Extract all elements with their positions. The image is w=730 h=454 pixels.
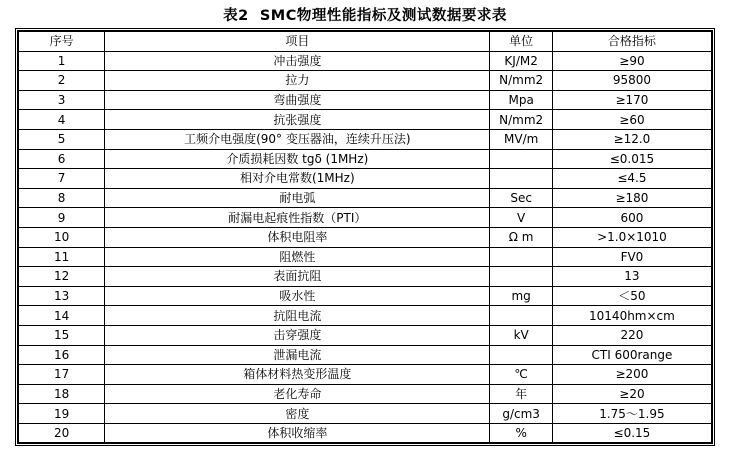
cell-index: 11 xyxy=(18,247,105,267)
cell-index: 20 xyxy=(18,423,105,443)
cell-index: 5 xyxy=(18,129,105,149)
cell-spec: >1.0×1010 xyxy=(552,227,712,247)
cell-index: 3 xyxy=(18,90,105,110)
cell-spec: 600 xyxy=(552,208,712,228)
cell-item: 体积收缩率 xyxy=(105,423,490,443)
cell-index: 10 xyxy=(18,227,105,247)
cell-unit: ℃ xyxy=(490,365,552,385)
cell-index: 7 xyxy=(18,169,105,189)
cell-item: 工频介电强度(90° 变压器油，连续升压法) xyxy=(105,129,490,149)
cell-unit: 年 xyxy=(490,384,552,404)
cell-spec: FV0 xyxy=(552,247,712,267)
cell-spec: 13 xyxy=(552,267,712,287)
cell-index: 19 xyxy=(18,404,105,424)
table-row xyxy=(18,71,712,91)
table-row xyxy=(18,149,712,169)
col-header-unit: 单位 xyxy=(490,31,552,51)
cell-index: 15 xyxy=(18,325,105,345)
cell-item: 阻燃性 xyxy=(105,247,490,267)
cell-unit xyxy=(490,169,552,189)
cell-unit xyxy=(490,247,552,267)
cell-spec: ≥60 xyxy=(552,110,712,130)
cell-item: 密度 xyxy=(105,404,490,424)
cell-unit: Ω m xyxy=(490,227,552,247)
cell-item: 老化寿命 xyxy=(105,384,490,404)
cell-item: 拉力 xyxy=(105,71,490,91)
cell-index: 12 xyxy=(18,267,105,287)
col-header-spec: 合格指标 xyxy=(552,31,712,51)
cell-unit xyxy=(490,306,552,326)
cell-index: 14 xyxy=(18,306,105,326)
cell-unit: N/mm2 xyxy=(490,71,552,91)
cell-item: 相对介电常数(1MHz) xyxy=(105,169,490,189)
table-body xyxy=(18,51,712,443)
cell-unit xyxy=(490,345,552,365)
table-row xyxy=(18,286,712,306)
cell-item: 冲击强度 xyxy=(105,51,490,71)
table-row xyxy=(18,51,712,71)
cell-spec: ≤0.015 xyxy=(552,149,712,169)
cell-spec: ≥20 xyxy=(552,384,712,404)
table-row xyxy=(18,325,712,345)
cell-unit: Sec xyxy=(490,188,552,208)
table-title: 表2 SMC物理性能指标及测试数据要求表 xyxy=(223,8,507,24)
cell-item: 介质损耗因数 tgδ (1MHz) xyxy=(105,149,490,169)
cell-index: 4 xyxy=(18,110,105,130)
cell-item: 箱体材料热变形温度 xyxy=(105,365,490,385)
cell-spec: ≤4.5 xyxy=(552,169,712,189)
cell-index: 13 xyxy=(18,286,105,306)
cell-spec: ≥12.0 xyxy=(552,129,712,149)
cell-spec: 95800 xyxy=(552,71,712,91)
cell-index: 2 xyxy=(18,71,105,91)
cell-unit: KJ/M2 xyxy=(490,51,552,71)
cell-index: 1 xyxy=(18,51,105,71)
table-row xyxy=(18,169,712,189)
table-row xyxy=(18,247,712,267)
col-header-index: 序号 xyxy=(18,31,105,51)
cell-index: 17 xyxy=(18,365,105,385)
cell-spec: ≥90 xyxy=(552,51,712,71)
table-row xyxy=(18,129,712,149)
table-row xyxy=(18,90,712,110)
table-row xyxy=(18,306,712,326)
table-border-frame xyxy=(15,28,715,446)
table-row xyxy=(18,345,712,365)
table-row xyxy=(18,423,712,443)
cell-unit: g/cm3 xyxy=(490,404,552,424)
cell-item: 耐电弧 xyxy=(105,188,490,208)
cell-item: 抗阻电流 xyxy=(105,306,490,326)
cell-unit: % xyxy=(490,423,552,443)
header-row xyxy=(18,31,712,51)
cell-item: 弯曲强度 xyxy=(105,90,490,110)
cell-item: 体积电阻率 xyxy=(105,227,490,247)
cell-item: 泄漏电流 xyxy=(105,345,490,365)
cell-spec: 1.75～1.95 xyxy=(552,404,712,424)
cell-spec: ≤0.15 xyxy=(552,423,712,443)
cell-unit: Mpa xyxy=(490,90,552,110)
cell-spec: ≥180 xyxy=(552,188,712,208)
cell-item: 抗张强度 xyxy=(105,110,490,130)
cell-unit: N/mm2 xyxy=(490,110,552,130)
table-row xyxy=(18,404,712,424)
cell-unit: MV/m xyxy=(490,129,552,149)
spec-table xyxy=(17,30,713,444)
cell-index: 6 xyxy=(18,149,105,169)
cell-spec: ＜50 xyxy=(552,286,712,306)
cell-spec: ≥200 xyxy=(552,365,712,385)
table-row xyxy=(18,227,712,247)
cell-unit xyxy=(490,267,552,287)
cell-item: 耐漏电起痕性指数（PTI） xyxy=(105,208,490,228)
cell-unit: kV xyxy=(490,325,552,345)
cell-spec: 10140hm×cm xyxy=(552,306,712,326)
table-row xyxy=(18,365,712,385)
cell-index: 18 xyxy=(18,384,105,404)
table-row xyxy=(18,208,712,228)
cell-index: 8 xyxy=(18,188,105,208)
cell-spec: ≥170 xyxy=(552,90,712,110)
cell-spec: 220 xyxy=(552,325,712,345)
cell-unit: V xyxy=(490,208,552,228)
table-row xyxy=(18,188,712,208)
cell-item: 吸水性 xyxy=(105,286,490,306)
table-row xyxy=(18,110,712,130)
cell-item: 击穿强度 xyxy=(105,325,490,345)
cell-unit xyxy=(490,149,552,169)
col-header-item: 项目 xyxy=(105,31,490,51)
cell-item: 表面抗阻 xyxy=(105,267,490,287)
table-header xyxy=(18,31,712,51)
table-row xyxy=(18,384,712,404)
cell-index: 16 xyxy=(18,345,105,365)
cell-unit: mg xyxy=(490,286,552,306)
cell-index: 9 xyxy=(18,208,105,228)
cell-spec: CTI 600range xyxy=(552,345,712,365)
table-row xyxy=(18,267,712,287)
